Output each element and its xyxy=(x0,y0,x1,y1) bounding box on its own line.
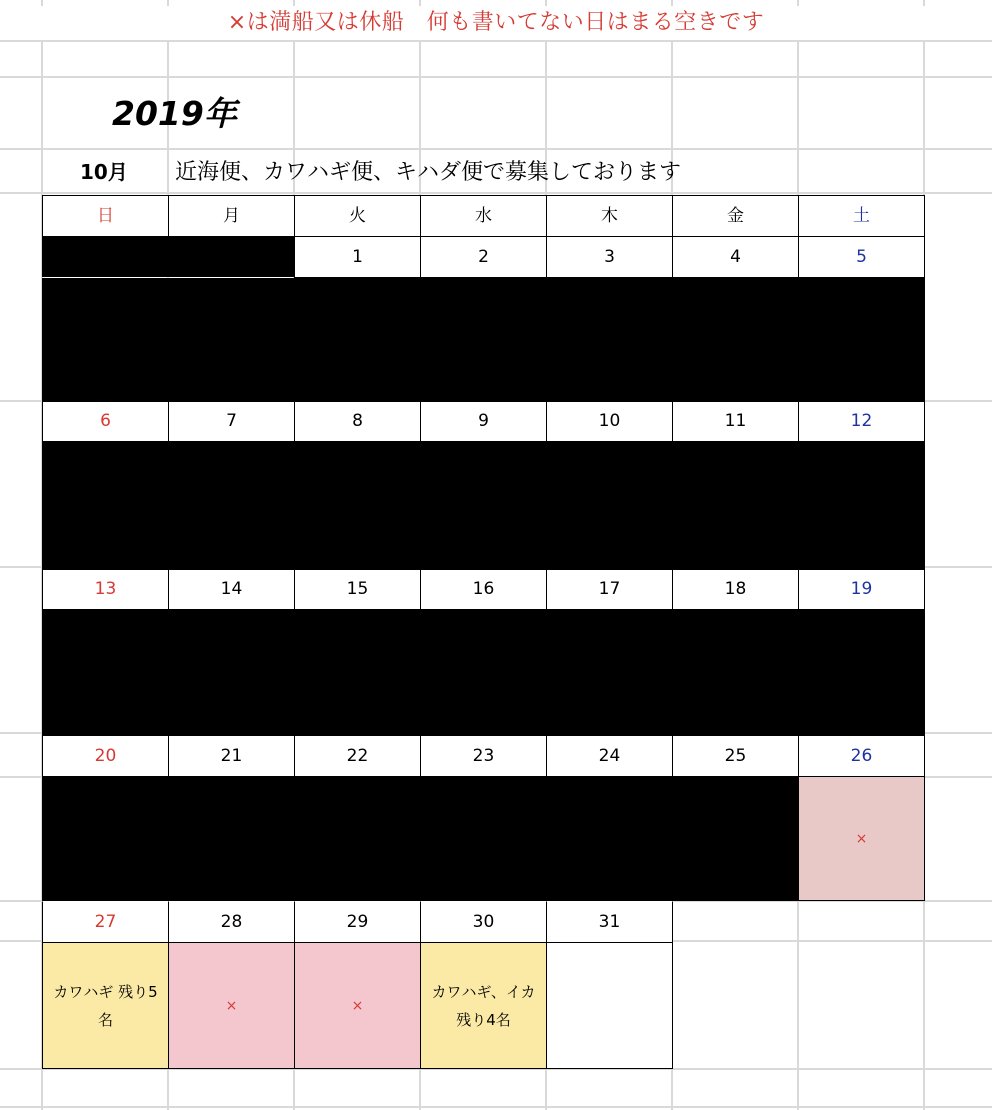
redacted-block xyxy=(42,777,799,901)
grid-row-line xyxy=(0,76,992,78)
date-cell: 27 xyxy=(42,901,169,943)
redacted-block xyxy=(42,442,925,569)
date-cell: 10 xyxy=(546,401,673,442)
weekday-sat: 土 xyxy=(798,195,925,237)
weekday-mon: 月 xyxy=(168,195,295,237)
date-cell: 24 xyxy=(546,735,673,777)
date-cell: 7 xyxy=(168,401,295,442)
date-cell: 13 xyxy=(42,569,169,610)
date-cell: 4 xyxy=(672,236,799,278)
date-cell: 3 xyxy=(546,236,673,278)
grid-row-line xyxy=(0,148,992,150)
date-cell: 26 xyxy=(798,735,925,777)
date-cell: 11 xyxy=(672,401,799,442)
redacted-block xyxy=(42,237,295,277)
date-cell: 20 xyxy=(42,735,169,777)
date-cell: 23 xyxy=(420,735,547,777)
date-cell: 1 xyxy=(294,236,421,278)
weekday-wed: 水 xyxy=(420,195,547,237)
weekday-thu: 木 xyxy=(546,195,673,237)
date-cell: 21 xyxy=(168,735,295,777)
date-cell: 15 xyxy=(294,569,421,610)
calendar xyxy=(42,195,925,1070)
date-cell: 5 xyxy=(798,236,925,278)
status-cell-open: カワハギ 残り5名 xyxy=(42,942,169,1069)
month-label: 10月 xyxy=(80,160,128,184)
recruitment-subtitle: 近海便、カワハギ便、キハダ便で募集しております xyxy=(175,160,682,185)
date-cell: 2 xyxy=(420,236,547,278)
date-cell: 18 xyxy=(672,569,799,610)
status-cell-full xyxy=(168,942,295,1069)
weekday-sun: 日 xyxy=(42,195,169,237)
status-cell-full xyxy=(294,942,421,1069)
date-cell: 22 xyxy=(294,735,421,777)
status-cell-empty xyxy=(546,942,673,1069)
year-label: 2019年 xyxy=(112,94,237,133)
availability-notice: ×は満船又は休船 何も書いてない日はまる空きです xyxy=(0,6,992,40)
date-cell: 29 xyxy=(294,901,421,943)
weekday-fri: 金 xyxy=(672,195,799,237)
date-cell: 25 xyxy=(672,735,799,777)
status-cell-open: カワハギ、イカ残り4名 xyxy=(420,942,547,1069)
date-cell: 31 xyxy=(546,901,673,943)
date-cell: 16 xyxy=(420,569,547,610)
grid-row-line xyxy=(0,192,992,194)
weekday-tue: 火 xyxy=(294,195,421,237)
date-cell: 14 xyxy=(168,569,295,610)
date-cell: 9 xyxy=(420,401,547,442)
full-mark: × xyxy=(855,830,868,847)
date-cell: 17 xyxy=(546,569,673,610)
date-cell: 6 xyxy=(42,401,169,442)
date-cell: 12 xyxy=(798,401,925,442)
full-mark: × xyxy=(351,997,364,1014)
grid-row-line xyxy=(0,40,992,42)
redacted-block xyxy=(42,278,925,401)
date-cell: 8 xyxy=(294,401,421,442)
grid-row-line xyxy=(0,1106,992,1108)
redacted-block xyxy=(42,610,925,735)
date-cell: 28 xyxy=(168,901,295,943)
date-cell: 19 xyxy=(798,569,925,610)
full-mark: × xyxy=(225,997,238,1014)
date-cell: 30 xyxy=(420,901,547,943)
status-cell-full xyxy=(798,776,925,901)
